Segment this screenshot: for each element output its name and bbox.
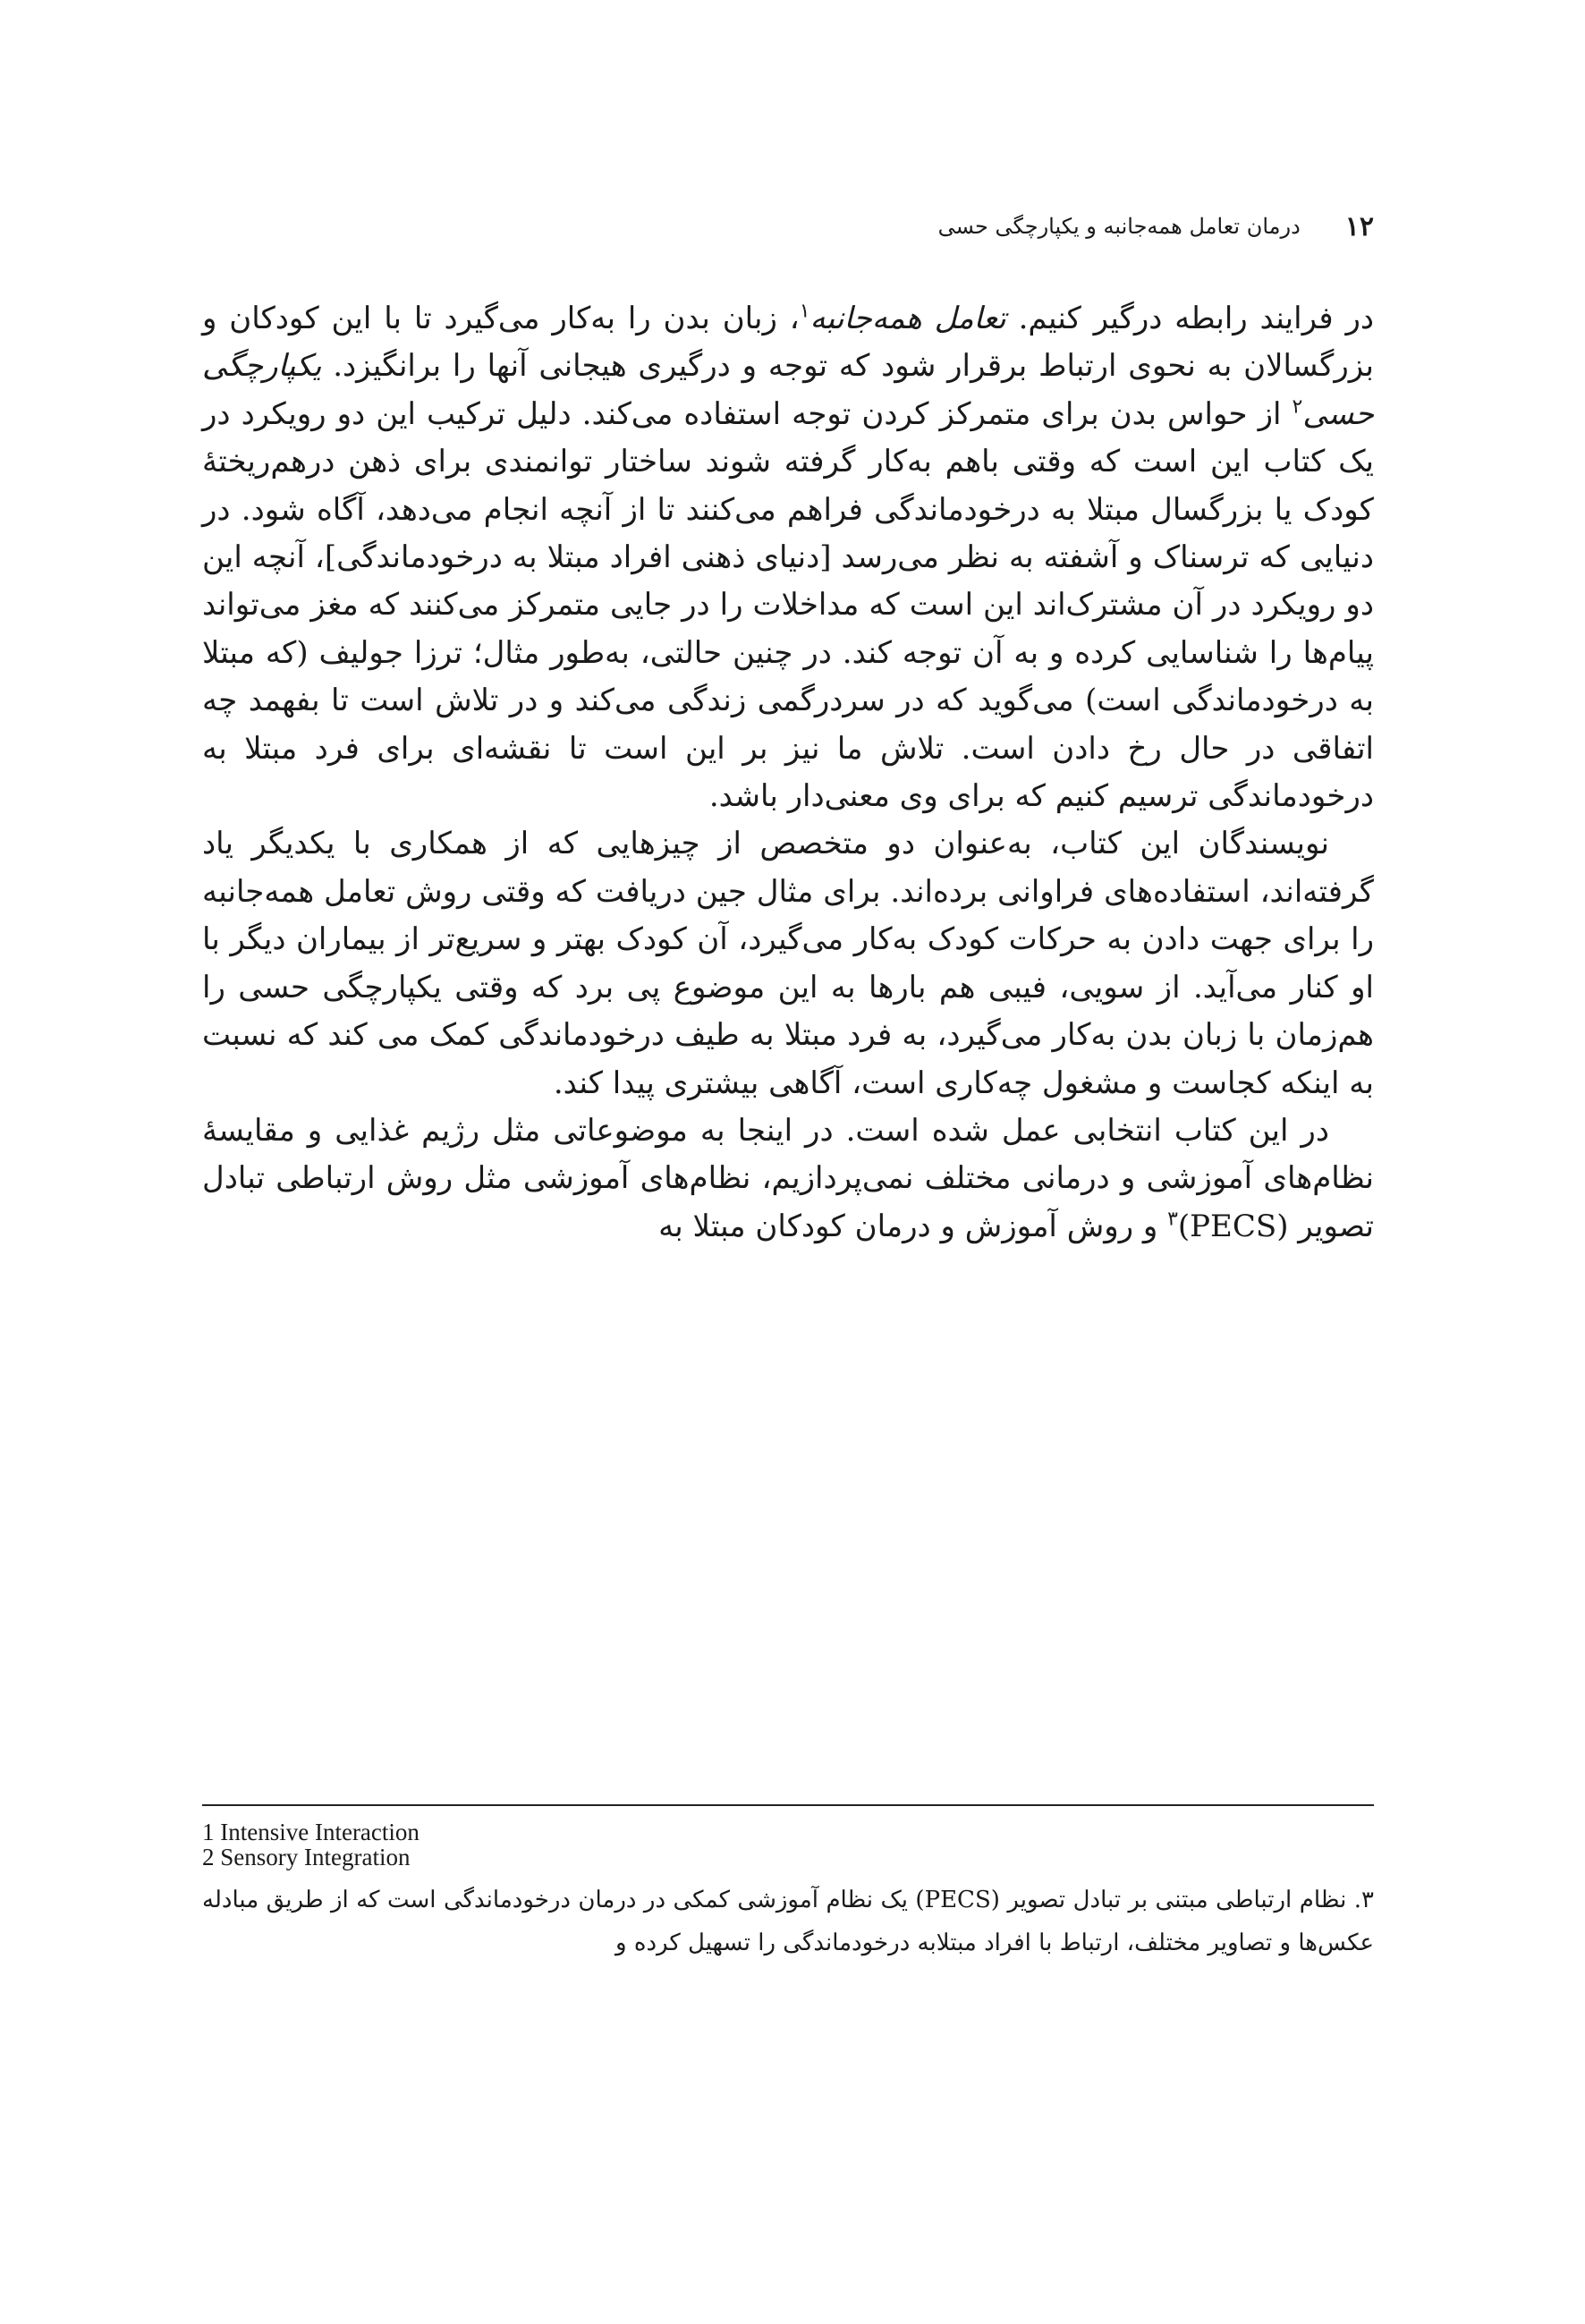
- footnote-1: 1 Intensive Interaction: [202, 1819, 420, 1845]
- book-page: [202, 0, 1374, 2324]
- footnote-divider: [202, 1804, 1374, 1806]
- footnote-3: ۳. نظام ارتباطی مبتنی بر تبادل تصویر (PECS) یک نظام آموزشی کمکی در درمان درخودماندگی است که از طریق مبادله عکس‌ها و تصاویر مختلف، ارتباط با افراد مبتلابه درخودماندگی را تسهیل کرده و: [202, 1887, 1374, 1956]
- paragraph-1-text-c: از حواس بدن برای متمرکز کردن توجه استفاده می‌کند. دلیل ترکیب این دو رویکرد در یک کتاب این است که وقتی باهم به‌کار گرفته شوند ساختار توانمندی برای ذهن درهم‌ریختهٔ کودک یا بزرگسال مبتلا به درخودماندگی فراهم می‌کنند تا از آنچه انجام می‌دهد، آگاه شود. در دنیایی که ترسناک و آشفته به نظر می‌رسد [دنیای ذهنی افراد مبتلا به درخودماندگی]، آنچه این دو رویکرد در آن مشترک‌اند این است که مداخلات را در جایی متمرکز می‌کنند که مغز می‌تواند پیام‌ها را شناسایی کرده و به آن توجه کند. در چنین حالتی، به‌طور مثال؛ ترزا جولیف (که مبتلا به درخودماندگی است) می‌گوید که در سردرگمی زندگی می‌کند و در تلاش است تا بفهمد چه اتفاقی در حال رخ دادن است. تلاش ما نیز بر این است تا نقشه‌ای برای فرد مبتلا به درخودماندگی ترسیم کنیم که برای وی معنی‌دار باشد.: [202, 395, 1374, 815]
- running-head: [202, 204, 1374, 249]
- paragraph-3-text-a: در این کتاب انتخابی عمل شده است. در اینجا به موضوعاتی مثل رژیم غذایی و مقایسهٔ نظام‌های آموزشی و درمانی مختلف نمی‌پردازیم، نظام‌های آموزشی مثل روش ارتباطی تبادل تصویر (PECS): [202, 1112, 1374, 1244]
- footnote-ref-1: ۱: [799, 300, 810, 323]
- paragraph-3-text-b: و روش آموزش و درمان کودکان مبتلا به: [658, 1208, 1168, 1244]
- running-title: درمان تعامل همه‌جانبه و یکپارچگی حسی: [937, 214, 1301, 239]
- footnotes-english: [202, 1819, 420, 1870]
- term-intensive-interaction: تعامل همه‌جانبه: [809, 301, 1006, 336]
- paragraph-1-text-b: ، زبان بدن را به‌کار می‌گیرد تا با این کودکان و بزرگسالان به نحوی ارتباط برقرار شود که توجه و درگیری هیجانی آنها را برانگیزد.: [202, 301, 1374, 385]
- footnote-2: 2 Sensory Integration: [202, 1844, 411, 1870]
- paragraph-1: [202, 295, 1374, 820]
- page-number: ۱۲: [1344, 210, 1374, 242]
- term-sensory-integration: یکپارچگی حسی: [202, 348, 1374, 432]
- paragraph-1-text-a: در فرایند رابطه درگیر کنیم.: [1005, 301, 1375, 336]
- paragraph-3: [202, 1107, 1374, 1251]
- body-text: [202, 295, 1374, 1251]
- footnote-ref-3: ۳: [1167, 1208, 1178, 1231]
- footnote-ref-2: ۲: [1292, 395, 1303, 419]
- paragraph-2: نویسندگان این کتاب، به‌عنوان دو متخصص از چیزهایی که از همکاری با یکدیگر یاد گرفته‌اند، استفاده‌های فراوانی برده‌اند. برای مثال جین دریافت که وقتی روش تعامل همه‌جانبه را برای جهت دادن به حرکات کودک به‌کار می‌گیرد، آن کودک بهتر و سریع‌تر از بیماران دیگر با او کنار می‌آید. از سویی، فیبی هم بارها به این موضوع پی برد که وقتی یکپارچگی حسی را هم‌زمان با زبان بدن به‌کار می‌گیرد، به فرد مبتلا به طیف درخودماندگی کمک می کند که نسبت به اینکه کجاست و مشغول چه‌کاری است، آگاهی بیشتری پیدا کند.: [202, 826, 1374, 1101]
